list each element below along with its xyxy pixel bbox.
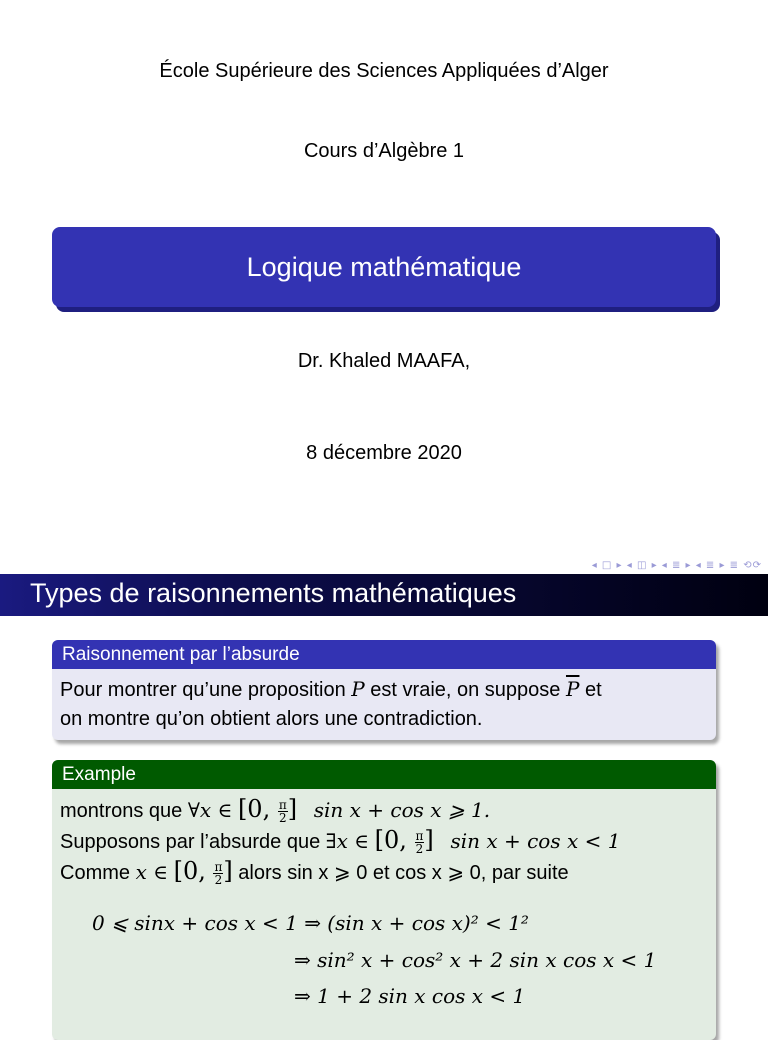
math-expression: sin x + cos x < 1 bbox=[450, 829, 621, 853]
interval-right: ] bbox=[287, 795, 298, 823]
definition-block-body bbox=[52, 669, 716, 740]
frame-title-bar bbox=[0, 574, 768, 616]
author-name: Dr. Khaled MAAFA, bbox=[297, 350, 471, 372]
frame-title: Types de raisonnements mathématiques bbox=[30, 578, 517, 608]
definition-text: Pour montrer qu’une proposition bbox=[60, 679, 352, 701]
example-text: montrons que bbox=[60, 800, 188, 822]
interval-left: [0, bbox=[374, 826, 415, 854]
example-line-1 bbox=[60, 795, 708, 826]
fraction-pi-over-2 bbox=[415, 830, 425, 855]
fraction-numerator: π bbox=[415, 829, 424, 844]
institution-name: École Supérieure des Sciences Appliquées d’Alger bbox=[159, 60, 609, 82]
equation-line-2: ⇒ sin² x + cos² x + 2 sin x cos x < 1 bbox=[294, 948, 657, 972]
presentation-title: Logique mathématique bbox=[246, 252, 522, 282]
example-line-2 bbox=[60, 826, 708, 857]
math-expression: x ∈ bbox=[135, 860, 169, 884]
fraction-denominator: 2 bbox=[278, 811, 287, 826]
math-expression: sin x + cos x ⩾ 1. bbox=[313, 798, 491, 822]
definition-block bbox=[52, 640, 716, 740]
example-block-body bbox=[52, 789, 716, 1040]
title-box bbox=[52, 227, 716, 307]
example-text: Supposons par l’absurde que bbox=[60, 831, 326, 853]
example-block-title: Example bbox=[52, 760, 716, 789]
beamer-navigation-symbols[interactable]: ◂ □ ▸ ◂ ◫ ▸ ◂ ≣ ▸ ◂ ≣ ▸ ≣ ⟲⟳ bbox=[591, 560, 762, 571]
course-name: Cours d’Algèbre 1 bbox=[303, 140, 465, 162]
fraction-pi-over-2 bbox=[213, 861, 223, 886]
definition-text: et bbox=[579, 679, 602, 701]
interval-right: ] bbox=[223, 857, 233, 885]
example-text: alors sin x ⩾ 0 et cos x ⩾ 0, par suite bbox=[232, 862, 569, 884]
equation-line-1: 0 ⩽ sinx + cos x < 1 ⇒ (sin x + cos x)² < 1² bbox=[92, 911, 529, 935]
equation-line-3: ⇒ 1 + 2 sin x cos x < 1 bbox=[294, 984, 526, 1008]
example-text: Comme bbox=[60, 862, 136, 884]
fraction-pi-over-2 bbox=[278, 799, 288, 824]
math-quantifier: ∀x ∈ bbox=[187, 798, 233, 822]
interval-left: [0, bbox=[173, 857, 214, 885]
example-block bbox=[52, 760, 716, 1040]
interval-right: ] bbox=[424, 826, 434, 854]
example-line-3 bbox=[60, 857, 708, 888]
fraction-numerator: π bbox=[214, 860, 223, 875]
interval-left: [0, bbox=[237, 795, 278, 823]
variable-p-bar: $\overline{P}$ bbox=[565, 677, 580, 701]
definition-block-title: Raisonnement par l’absurde bbox=[52, 640, 716, 669]
definition-text: est vraie, on suppose bbox=[364, 679, 566, 701]
presentation-date: 8 décembre 2020 bbox=[306, 442, 462, 464]
fraction-denominator: 2 bbox=[214, 873, 223, 888]
math-quantifier: ∃x ∈ bbox=[325, 829, 370, 853]
fraction-denominator: 2 bbox=[415, 842, 424, 857]
fraction-numerator: π bbox=[278, 798, 287, 813]
definition-text: on montre qu’on obtient alors une contradiction. bbox=[60, 708, 483, 730]
variable-p: P bbox=[351, 677, 365, 701]
